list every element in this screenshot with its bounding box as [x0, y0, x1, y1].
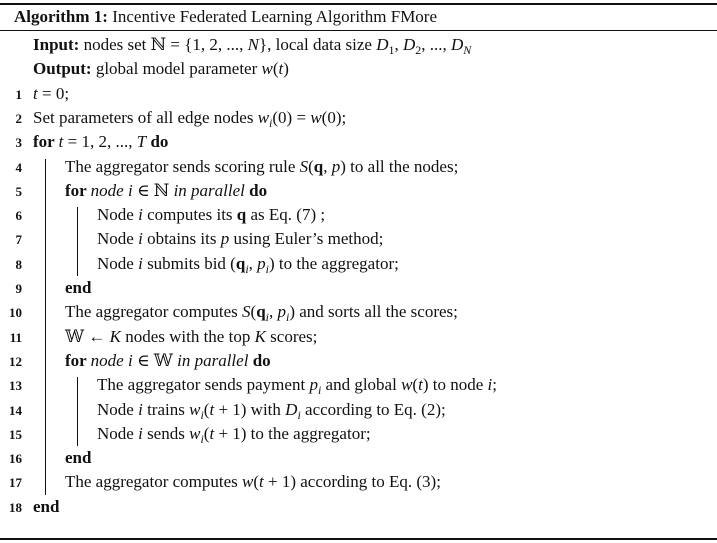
line-text [33, 497, 59, 517]
line-number: 2 [15, 110, 22, 126]
math-segment: i [138, 253, 143, 273]
text-segment: nodes with the top [120, 326, 255, 346]
line-number: 16 [9, 451, 22, 467]
math-segment: S [299, 156, 309, 176]
text-segment: The aggregator computes [65, 472, 243, 492]
line-text [97, 205, 325, 225]
math-segment: w [261, 59, 273, 79]
line-number: 10 [9, 305, 22, 321]
keyword: for [65, 350, 91, 370]
math-segment: t [58, 132, 64, 152]
text-segment: ( [412, 375, 419, 395]
text-segment: ) to node [422, 375, 488, 395]
math-segment: in parallel [173, 180, 245, 200]
math-segment: i [269, 115, 273, 130]
math-segment: D [451, 35, 464, 54]
text-segment: ) to the aggregator; [269, 253, 399, 273]
keyword: do [244, 180, 268, 200]
text-segment: submits bid ( [142, 253, 236, 273]
keyword: for [65, 180, 91, 200]
text-segment: + 1) to the aggregator; [214, 423, 371, 443]
text-segment: Node [97, 229, 139, 249]
text-segment: nodes set ℕ = {1, 2, ..., [79, 35, 248, 54]
math-segment: i [200, 431, 204, 446]
line-text [65, 472, 441, 492]
text-segment: Node [97, 423, 139, 443]
line-text [33, 84, 69, 104]
line-text [33, 132, 168, 152]
block-scope-bar [45, 159, 46, 495]
keyword: end [65, 278, 92, 297]
line-text [33, 108, 346, 131]
math-segment: D [402, 35, 416, 54]
math-segment: i [138, 399, 143, 419]
line-number: 15 [9, 426, 22, 442]
text-segment: Node [97, 205, 139, 225]
algorithm-label: Algorithm 1: [14, 7, 108, 26]
text-segment: , [323, 156, 332, 176]
text-segment: scores; [265, 326, 318, 346]
line-number: 6 [15, 208, 22, 224]
text-segment: The aggregator sends payment [97, 375, 310, 395]
math-segment: q [235, 253, 246, 273]
text-segment: 𝕎 ← [65, 326, 110, 346]
math-segment: w [401, 375, 413, 395]
text-segment: ( [203, 399, 210, 419]
math-segment: w [257, 107, 270, 127]
math-segment: i [245, 261, 249, 276]
bottom-rule [0, 538, 717, 540]
math-segment: i [265, 261, 270, 276]
line-text [65, 157, 458, 177]
text-segment: computes its [142, 205, 237, 225]
math-segment: t [259, 472, 264, 492]
text-segment: ) [283, 59, 289, 79]
text-segment: , [248, 253, 258, 273]
text-segment: ( [203, 423, 210, 443]
math-segment: i [200, 407, 204, 422]
line-text [33, 59, 289, 79]
math-segment: 1 [388, 43, 395, 57]
line-number: 18 [9, 499, 22, 515]
math-segment: 2 [415, 43, 422, 57]
text-segment: Set parameters of all edge nodes [33, 107, 258, 127]
text-segment: ( [272, 59, 279, 79]
line-number: 4 [15, 159, 22, 175]
text-segment: , [269, 302, 278, 322]
text-segment: + 1) according to Eq. (3); [263, 472, 441, 492]
text-segment: Node [97, 253, 139, 273]
algorithm-caption [14, 7, 437, 27]
block-scope-bar [77, 207, 78, 276]
math-segment: D [285, 399, 298, 419]
text-segment: and global [321, 375, 402, 395]
text-segment: (0) = [272, 107, 311, 127]
text-segment: ( [250, 302, 257, 322]
text-segment: Node [97, 399, 139, 419]
keyword: do [146, 132, 169, 152]
line-number: 7 [15, 232, 22, 248]
math-segment: p [331, 156, 341, 176]
output-label: Output: [33, 59, 92, 79]
math-segment: D [376, 35, 389, 54]
math-segment: i [138, 229, 143, 249]
math-segment: K [254, 326, 266, 346]
keyword: do [248, 350, 271, 370]
math-segment: p [257, 253, 266, 273]
text-segment: ( [308, 156, 314, 176]
math-segment: S [242, 302, 251, 322]
math-segment: w [189, 423, 201, 443]
line-number: 1 [15, 86, 22, 102]
caption-rule [0, 30, 717, 31]
line-text [65, 278, 91, 298]
text-segment: global model parameter [91, 59, 262, 79]
math-segment: in parallel [177, 350, 249, 370]
text-segment: ) to all the nodes; [340, 156, 459, 176]
math-segment: i [487, 375, 493, 395]
text-segment: sends [142, 423, 190, 443]
math-segment: i [317, 383, 322, 398]
math-segment: p [309, 375, 318, 395]
algorithm-title: Incentive Federated Learning Algorithm FMore [112, 7, 438, 26]
math-segment: K [109, 326, 121, 346]
line-text [65, 302, 458, 325]
line-text [65, 448, 91, 468]
line-text [65, 181, 267, 201]
keyword: for [33, 132, 59, 152]
text-segment: The aggregator computes [65, 302, 243, 322]
line-number: 9 [15, 281, 22, 296]
text-segment: ∈ ℕ [132, 180, 174, 200]
math-segment: i [286, 310, 290, 325]
math-segment: N [247, 35, 259, 54]
math-segment: q [313, 156, 324, 176]
math-segment: t [209, 399, 215, 419]
line-number: 13 [9, 378, 22, 394]
text-segment: ∈ 𝕎 [132, 350, 178, 370]
line-number: 5 [15, 183, 22, 199]
line-text [65, 327, 317, 347]
math-segment: p [277, 302, 286, 322]
line-number: 17 [9, 475, 22, 491]
keyword: end [33, 496, 60, 516]
math-segment: w [310, 107, 322, 127]
text-segment: according to Eq. (2); [300, 399, 446, 419]
text-segment: = 0; [37, 83, 70, 103]
line-text [65, 351, 271, 371]
math-segment: t [209, 423, 215, 443]
math-segment: node i [90, 350, 133, 370]
line-text [97, 375, 497, 398]
math-segment: w [242, 472, 254, 492]
math-segment: t [278, 59, 284, 79]
text-segment: ( [253, 472, 260, 492]
math-segment: i [138, 423, 143, 443]
line-number: 3 [15, 135, 22, 151]
line-text [97, 229, 383, 249]
line-text [97, 400, 446, 423]
input-label: Input: [33, 35, 80, 54]
text-segment: as Eq. (7) ; [246, 205, 326, 225]
text-segment: The aggregator sends scoring rule [65, 156, 300, 176]
text-segment: = 1, 2, ..., [63, 132, 137, 152]
line-text [33, 35, 471, 58]
text-segment: trains [142, 399, 190, 419]
line-number: 11 [9, 329, 22, 345]
text-segment: , ..., [421, 35, 452, 54]
text-segment: , [394, 35, 403, 54]
text-segment: ) and sorts all the scores; [289, 302, 458, 322]
math-segment: i [265, 310, 269, 325]
math-segment: q [236, 205, 247, 225]
text-segment: }, local data size [259, 35, 377, 54]
math-segment: w [189, 399, 201, 419]
math-segment: i [138, 205, 143, 225]
math-segment: T [136, 132, 147, 152]
top-rule [0, 3, 717, 5]
text-segment: (0); [321, 107, 347, 127]
math-segment: N [463, 43, 472, 57]
line-number: 12 [9, 353, 22, 369]
math-segment: t [418, 375, 423, 395]
math-segment: p [220, 229, 230, 249]
text-segment: + 1) with [214, 399, 286, 419]
line-text [97, 424, 371, 447]
block-scope-bar [77, 377, 78, 446]
line-number: 8 [15, 256, 22, 272]
math-segment: node i [90, 180, 133, 200]
keyword: end [65, 448, 92, 468]
text-segment: using Euler’s method; [229, 229, 384, 249]
line-text [97, 254, 399, 277]
text-segment: obtains its [142, 229, 221, 249]
math-segment: i [297, 407, 301, 422]
math-segment: t [33, 83, 38, 103]
text-segment: ; [492, 375, 497, 395]
math-segment: q [256, 302, 266, 322]
line-number: 14 [9, 402, 22, 418]
